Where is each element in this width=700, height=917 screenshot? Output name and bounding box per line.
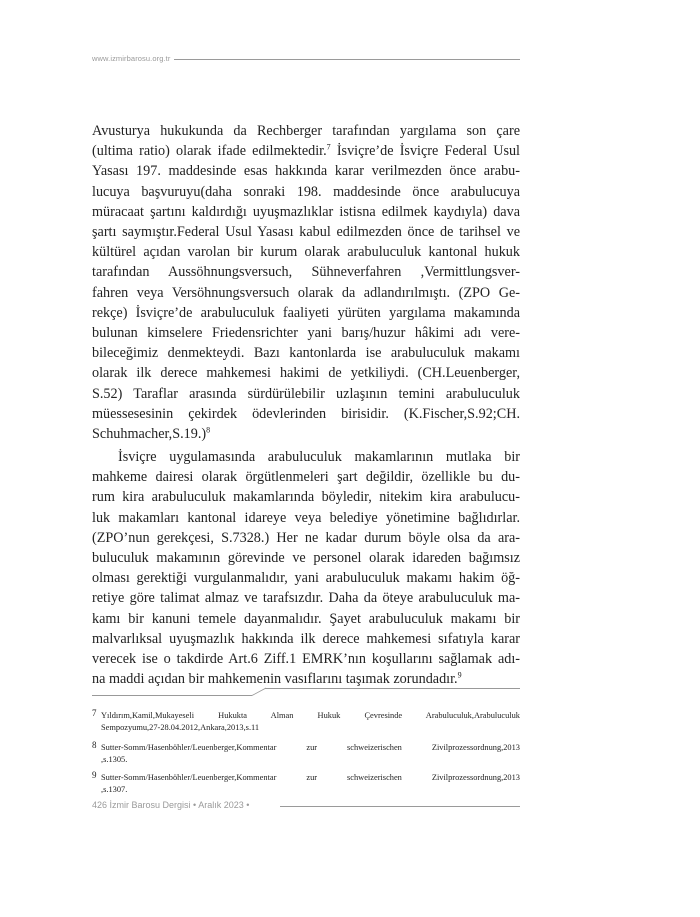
footnote-line: ,s.1307. xyxy=(101,785,128,794)
body-paragraph-1 xyxy=(92,121,520,444)
text-line: (ZPO’nun gerekçesi, S.7328.) Her ne kadar durum böyle olsa da ara- xyxy=(92,529,520,546)
footnote-ref: 7 xyxy=(326,142,331,152)
text-line: fahren veya Versöhnungsversuch olarak da adlandırılmıştı. (ZPO Ge- xyxy=(92,284,520,301)
text-line: buluculuk makamının görevinde ve personel olarak idareden bağımsız xyxy=(92,550,520,567)
text-line: kültürel açıdan varolan bir kurum olarak arabuluculuk kantonal hukuk xyxy=(92,244,520,261)
text-line: Yasası 197. maddesinde esas hakkında karar verilmezden önce arabu- xyxy=(92,163,520,180)
text-line: tarafından Aussöhnungsversuch, Sühneverfahren ,Vermittlungsver- xyxy=(92,264,520,281)
footnote-number: 9 xyxy=(92,770,97,780)
footer-rule xyxy=(280,806,520,807)
text-line: Schuhmacher,S.19.)$^8$ xyxy=(92,425,211,443)
text-line: İsviçre uygulamasında arabuluculuk makamlarının mutlaka bir xyxy=(118,449,520,465)
footnote-line: Sutter-Somm/Hasenböhler/Leuenberger,Kommentar zur schweizerischen Zivilprozessordnung,2013 xyxy=(101,743,520,752)
text-line: lucuya başvuruyu(daha sonraki 198. maddesinde önce arabulucuya xyxy=(92,183,520,200)
text-line: şartı saymıştır.Federal Usul Yasası kabul edilmezden önce de tarihsel ve xyxy=(92,224,520,241)
footnote-ref: 9 xyxy=(457,670,462,680)
text-line: retiye göre talimat almaz ve tarafsızdır. Daha da öteye arabuluculuk ma- xyxy=(92,590,520,607)
text-line: olarak ilk derece mahkemesi hakimi de yetkiliydi. (CH.Leuenberger, xyxy=(92,365,520,382)
footnote-number: 8 xyxy=(92,740,97,750)
page-header xyxy=(92,54,520,66)
text-line: na maddi açıdan bir mahkemenin vasıflarını taşımak zorundadır.$^9$ xyxy=(92,670,462,688)
footnote-line: Yıldırım,Kamil,Mukayeseli Hukukta Alman Hukuk Çevresinde Arabuluculuk,Arabuluculuk xyxy=(101,711,520,720)
text-line: Avusturya hukukunda da Rechberger tarafından yargılama son çare xyxy=(92,123,520,139)
text-line: rum kira arabuluculuk makamlarında böyledir, nitekim kira arabulucu- xyxy=(92,489,520,506)
footer-text: 426 İzmir Barosu Dergisi • Aralık 2023 • xyxy=(92,800,252,810)
footnote-line: Sutter-Somm/Hasenböhler/Leuenberger,Kommentar zur schweizerischen Zivilprozessordnung,2013 xyxy=(101,773,520,782)
text-line: müessesesinin çekirdek ödevlerinden birisidir. (K.Fischer,S.92;CH. xyxy=(92,405,520,422)
text-line: rekçe) İsviçre’de arabuluculuk faaliyeti yürüten yargılama makamında xyxy=(92,304,520,321)
text-line: (ultima ratio) olarak ifade edilmektedir.$^7$ İsviçre’de İsviçre Federal Usul xyxy=(92,142,520,160)
footnote-line: ,s.1305. xyxy=(101,755,128,764)
page-footer xyxy=(92,800,520,816)
text-line: malvarlıksal uyuşmazlık hakkında ilk derece mahkemesi sıfatıyla karar xyxy=(92,630,520,647)
footnote-number: 7 xyxy=(92,708,97,718)
body-paragraph-2 xyxy=(92,447,520,689)
header-rule xyxy=(174,59,520,60)
footnote-line: Sempozyumu,27-28.04.2012,Ankara,2013,s.11 xyxy=(101,723,260,732)
text-line: luk makamları kantonal idareye veya belediye yönetimine bağlıdırlar. xyxy=(92,509,520,526)
text-line: bulunan kimselere Friedensrichter yani barış/huzur hâkimi adı vere- xyxy=(92,325,520,342)
footnote-ref: 8 xyxy=(206,425,211,435)
text-line: S.52) Taraflar arasında sürdürülebilir uzlaşının temini arabuluculuk xyxy=(92,385,520,402)
text-line: kamı bir kanuni temele dayanmalıdır. Şayet arabuluculuk makamı bir xyxy=(92,610,520,627)
text-line: bileceğimiz denmekteydi. Bazı kantonlarda ise arabuluculuk makamı xyxy=(92,345,520,362)
text-line: verecek ise o takdirde Art.6 Ziff.1 EMRK’nın koşullarını sağlamak adı- xyxy=(92,651,520,668)
text-line: mahkeme dairesi olarak örgütlenmeleri şart değildir, özellikle bu du- xyxy=(92,469,520,486)
text-line: müracaat şartını kaldırdığı uyuşmazlıklar istisna edilmek kaydıyla) dava xyxy=(92,203,520,220)
site-url: www.izmirbarosu.org.tr xyxy=(92,54,171,63)
footnote-separator xyxy=(92,687,520,699)
text-line: olması gerektiği vurgulanmalıdır, yani arabuluculuk makamı hakim öğ- xyxy=(92,570,520,587)
